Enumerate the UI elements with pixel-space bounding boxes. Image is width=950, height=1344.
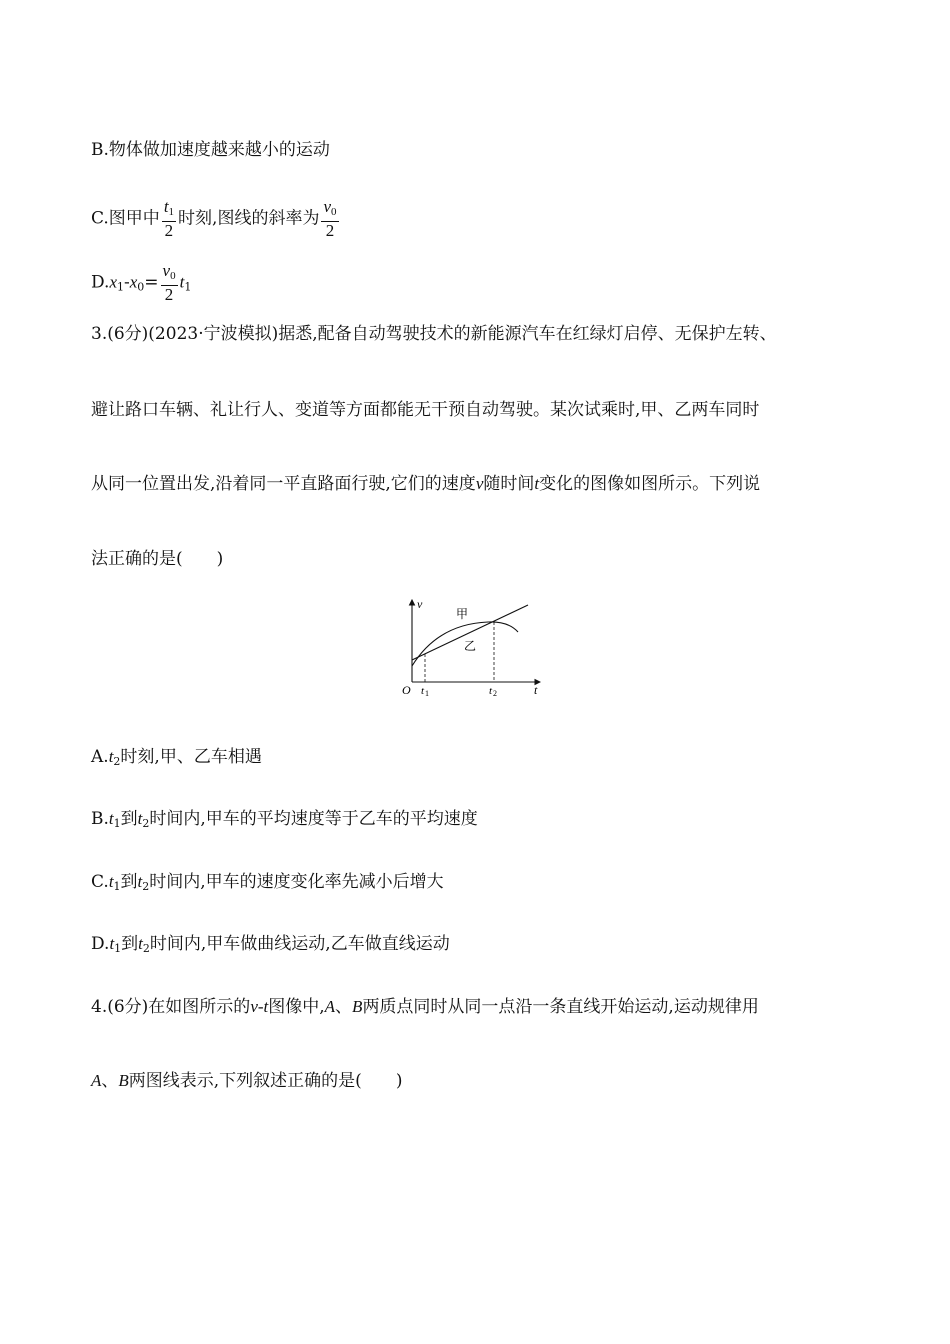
tick-t2-var: t [489,685,493,697]
option-text: 时间内,甲车的速度变化率先减小后增大 [149,872,444,892]
frac-den: 2 [325,221,335,240]
var-v-t: v-t [250,997,269,1016]
q4-line1-sep: 、 [335,997,353,1017]
frac-den: 2 [164,285,174,304]
var-x: x [109,272,117,292]
q3-line3-part-a: 从同一位置出发,沿着同一平直路面行驶,它们的速度 [91,474,476,494]
fraction-v0-over-2 [161,262,178,304]
frac-num-sub: 0 [170,270,176,282]
word-dao: 到 [120,809,138,829]
var-t: t [109,934,115,953]
frac-num-sub: 1 [168,206,175,218]
sub-0: 0 [137,280,145,294]
option-text: 时间内,甲车的平均速度等于乙车的平均速度 [149,809,478,829]
axis-label-v: v [417,597,423,611]
q3-stem-line-2: 避让路口车辆、礼让行人、变道等方面都能无干预自动驾驶。某次试乘时,甲、乙两车同时 [91,400,760,420]
q2-option-c [91,198,341,240]
q2-option-c-prefix: C.图甲中 [91,208,160,229]
var-t: t [534,474,540,493]
var-v: v [475,474,484,493]
sub-2: 2 [142,942,150,955]
var-t: t [137,872,143,891]
sub-1: 1 [116,280,124,294]
label-yi: 乙 [464,639,477,653]
frac-den: 2 [164,221,174,240]
origin-label: O [402,683,411,697]
q2-option-b [91,138,330,162]
q3-option-a [91,745,262,774]
q4-line1-part-a: 4.(6分)在如图所示的 [91,997,251,1017]
tick-t1-sub: 1 [425,689,429,698]
q4-stem-line-2 [91,1069,402,1093]
sub-1: 1 [114,942,122,955]
minus-sign: - [123,272,130,293]
q4-line2-part-b: 两图线表示,下列叙述正确的是( ) [128,1071,403,1091]
option-letter: C. [91,872,109,892]
q3-line3-part-b: 随时间 [483,474,535,494]
frac-num-var: v [162,261,171,280]
var-b: B [118,1071,129,1090]
q3-option-d [91,932,450,961]
q3-stem-line-1: 3.(6分)(2023·宁波模拟)据悉,配备自动驾驶技术的新能源汽车在红绿灯启停、无保护左转、 [91,324,777,344]
var-t: t [108,747,114,766]
var-a: A [91,1071,102,1090]
q4-line2-sep: 、 [101,1071,119,1091]
var-x: x [129,272,138,292]
q2-option-d-prefix: D. [91,272,110,293]
q4-line1-part-d: 两质点同时从同一点沿一条直线开始运动,运动规律用 [362,997,759,1017]
q3-line3-part-c: 变化的图像如图所示。下列说 [539,474,761,494]
fraction-t1-over-2 [162,198,176,240]
label-jia: 甲 [456,607,469,621]
sub-2: 2 [142,880,150,893]
var-a: A [324,997,336,1016]
sub-1: 1 [113,817,121,830]
q2-option-d [91,262,191,304]
var-t: t [137,809,143,828]
axis-label-t: t [534,683,538,697]
frac-num-var: v [323,197,331,216]
option-text: 时刻,甲、乙车相遇 [120,747,262,767]
option-letter: A. [91,747,109,767]
var-t: t [108,872,114,891]
word-dao: 到 [121,934,139,954]
var-t: t [179,272,185,292]
q3-stem-line-3 [91,472,760,496]
option-letter: B. [91,809,109,829]
vt-graph-figure [398,594,548,700]
q3-stem-line-4: 法正确的是( ) [91,549,224,569]
q2-option-b-text: B.物体做加速度越来越小的运动 [91,140,330,160]
var-t: t [108,809,114,828]
var-b: B [352,997,363,1016]
q3-option-b [91,807,478,836]
frac-num-var: t [163,197,169,216]
option-letter: D. [91,934,110,954]
sub-2: 2 [113,755,121,768]
word-dao: 到 [120,872,138,892]
option-text: 时间内,甲车做曲线运动,乙车做直线运动 [149,934,450,954]
sub-1: 1 [113,880,121,893]
q2-option-c-middle: 时刻,图线的斜率为 [178,208,320,229]
sub-1: 1 [184,280,192,294]
equals-sign: = [144,272,159,293]
q4-line1-part-b: 图像中, [268,997,325,1017]
q4-stem-line-1 [91,995,759,1019]
tick-t2-sub: 2 [493,689,497,698]
var-t: t [138,934,143,953]
frac-num-sub: 0 [331,206,337,218]
q3-option-c [91,870,444,899]
tick-t1-var: t [421,685,425,697]
fraction-v0-over-2 [321,198,338,240]
sub-2: 2 [142,817,150,830]
